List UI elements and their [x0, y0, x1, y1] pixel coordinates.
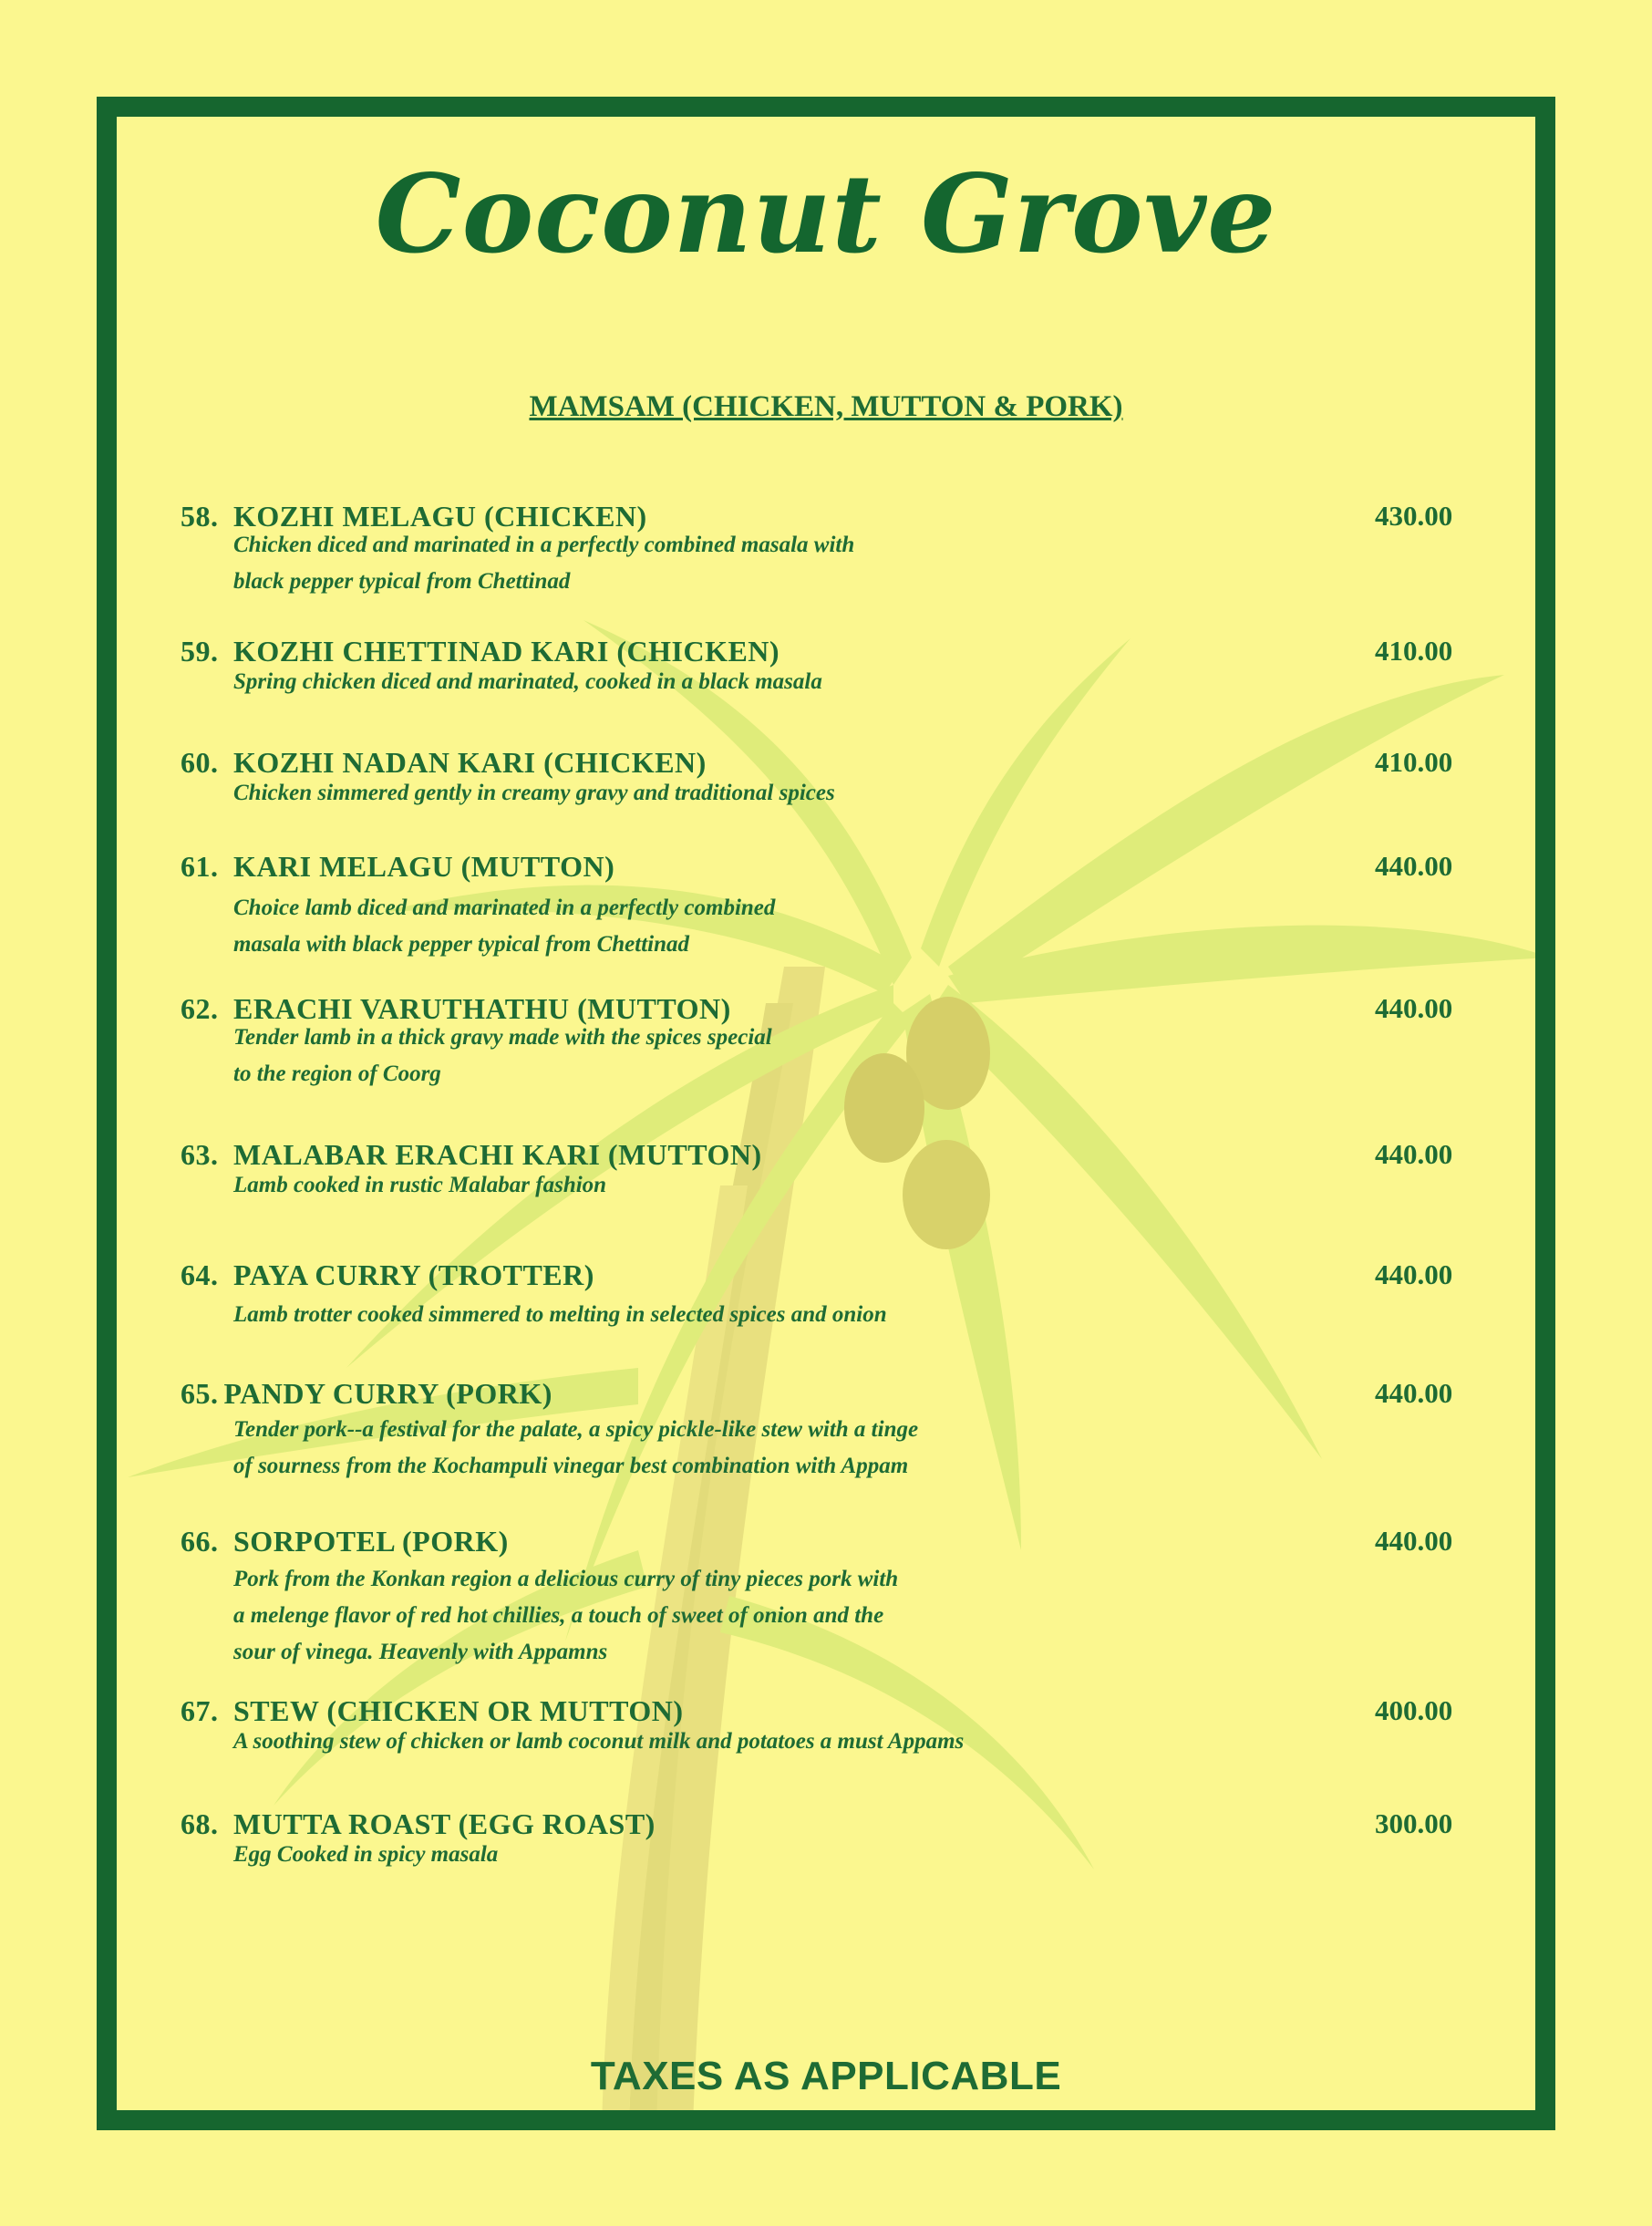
description-line: of sourness from the Kochampuli vinegar best combination with Appam [233, 1454, 909, 1478]
item-name: ERACHI VARUTHATHU (MUTTON) [233, 992, 731, 1025]
item-number: 68. [181, 1807, 219, 1840]
item-title [181, 850, 614, 884]
item-description [233, 1020, 772, 1092]
item-price: 440.00 [1375, 1258, 1453, 1290]
taxes-note: TAXES AS APPLICABLE [590, 2054, 1062, 2098]
item-description [233, 1412, 918, 1485]
item-number: 66. [181, 1525, 219, 1558]
item-price: 440.00 [1375, 850, 1453, 882]
item-price: 300.00 [1375, 1807, 1453, 1839]
item-title [181, 1377, 552, 1411]
description-line: Spring chicken diced and marinated, cooked in a black masala [233, 669, 822, 694]
item-number: 64. [181, 1258, 219, 1291]
item-number: 60. [181, 746, 219, 779]
description-line: sour of vinega. Heavenly with Appamns [233, 1640, 608, 1664]
item-name: KARI MELAGU (MUTTON) [233, 850, 615, 883]
restaurant-logo-title: Coconut Grove [375, 150, 1277, 277]
item-description [233, 775, 835, 812]
item-name: MALABAR ERACHI KARI (MUTTON) [233, 1138, 762, 1171]
description-line: a melenge flavor of red hot chillies, a touch of sweet of onion and the [233, 1603, 884, 1628]
item-name: PAYA CURRY (TROTTER) [233, 1258, 594, 1291]
description-line: black pepper typical from Chettinad [233, 569, 571, 594]
description-line: Lamb cooked in rustic Malabar fashion [233, 1173, 607, 1197]
item-description [233, 1837, 498, 1873]
item-name: KOZHI MELAGU (CHICKEN) [233, 500, 647, 533]
item-description [233, 1297, 887, 1333]
item-name: MUTTA ROAST (EGG ROAST) [233, 1807, 656, 1840]
item-price: 410.00 [1375, 635, 1453, 667]
item-price: 440.00 [1375, 1525, 1453, 1557]
description-line: Tender pork--a festival for the palate, a spicy pickle-like stew with a tinge [233, 1417, 919, 1442]
description-line: Pork from the Konkan region a delicious curry of tiny pieces pork with [233, 1567, 899, 1591]
item-name: KOZHI NADAN KARI (CHICKEN) [233, 746, 707, 779]
item-description [233, 664, 822, 700]
item-title [181, 1258, 594, 1292]
description-line: to the region of Coorg [233, 1061, 441, 1086]
item-price: 430.00 [1375, 500, 1453, 532]
description-line: Chicken simmered gently in creamy gravy and traditional spices [233, 781, 835, 805]
item-name: SORPOTEL (PORK) [233, 1525, 509, 1558]
item-name: STEW (CHICKEN OR MUTTON) [233, 1694, 684, 1727]
item-number: 58. [181, 500, 219, 533]
description-line: Chicken diced and marinated in a perfectly combined masala with [233, 533, 855, 557]
item-number: 62. [181, 992, 219, 1025]
item-name: PANDY CURRY (PORK) [223, 1377, 552, 1410]
item-number: 61. [181, 850, 219, 883]
item-number: 63. [181, 1138, 219, 1171]
section-heading: MAMSAM (CHICKEN, MUTTON & PORK) [529, 390, 1123, 423]
description-line: Egg Cooked in spicy masala [233, 1842, 499, 1867]
description-line: masala with black pepper typical from Chettinad [233, 932, 689, 957]
item-title [181, 1525, 509, 1558]
item-description [233, 1561, 898, 1671]
item-description [233, 527, 854, 600]
item-price: 400.00 [1375, 1694, 1453, 1726]
item-name: KOZHI CHETTINAD KARI (CHICKEN) [233, 635, 780, 668]
item-description [233, 1724, 964, 1760]
item-price: 440.00 [1375, 992, 1453, 1024]
description-line: Lamb trotter cooked simmered to melting in selected spices and onion [233, 1302, 887, 1327]
item-price: 440.00 [1375, 1138, 1453, 1170]
item-description [233, 890, 775, 963]
description-line: Tender lamb in a thick gravy made with the spices special [233, 1025, 772, 1050]
item-number: 65. [181, 1377, 219, 1410]
description-line: A soothing stew of chicken or lamb coconut milk and potatoes a must Appams [233, 1729, 965, 1754]
item-number: 59. [181, 635, 219, 668]
item-number: 67. [181, 1694, 219, 1727]
item-description [233, 1167, 606, 1204]
description-line: Choice lamb diced and marinated in a perfectly combined [233, 896, 776, 920]
item-price: 410.00 [1375, 746, 1453, 778]
item-price: 440.00 [1375, 1377, 1453, 1409]
